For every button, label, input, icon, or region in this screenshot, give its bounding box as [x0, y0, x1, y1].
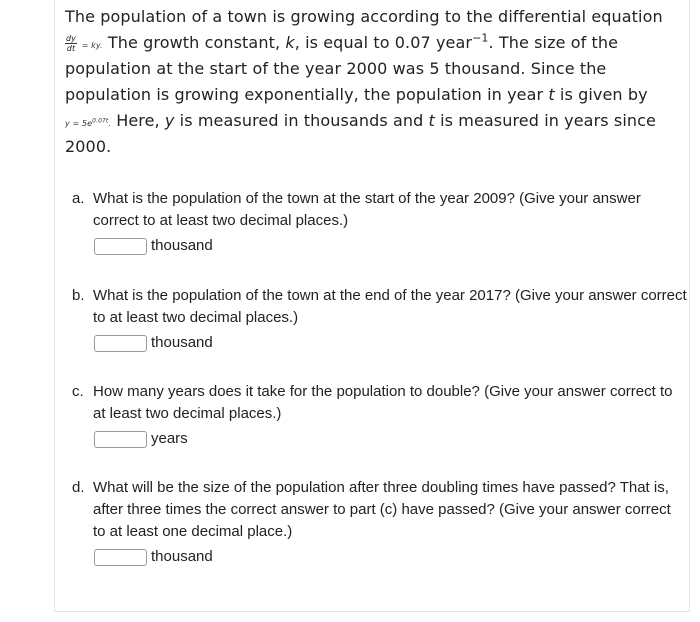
intro-line-1: The population of a town is growing according to the differential equation — [65, 7, 663, 26]
unit-label: years — [151, 430, 188, 447]
unit-label: thousand — [151, 334, 213, 351]
question-letter: c. — [72, 383, 84, 400]
question-letter: b. — [72, 287, 85, 304]
answer-input-d[interactable] — [94, 549, 147, 566]
question-d — [72, 477, 687, 568]
population-formula: $y = 5e^{0.07t}$. — [65, 117, 112, 128]
intro-line-3: population at the start of the year 2000 was 5 thousand. Since the — [65, 59, 607, 78]
question-text: What is the population of the town at the start of the year 2009? (Give your answer correct to at least two decimal places.) — [93, 190, 641, 229]
intro-line-2: $\frac{dy}{dt}$ = ky. The growth constant, k, is equal to 0.07 year$^{-1}$. The size of the — [66, 31, 619, 53]
question-text: What is the population of the town at the end of the year 2017? (Give your answer correct to at least two decimal places.) — [93, 287, 687, 326]
unit-label: thousand — [151, 237, 213, 254]
unit-label: thousand — [151, 548, 213, 565]
question-text: How many years does it take for the population to double? (Give your answer correct to at least two decimal places.) — [93, 383, 673, 422]
intro-line-4: population is growing exponentially, the population in year t is given by — [65, 85, 648, 104]
answer-input-b[interactable] — [94, 335, 147, 352]
derivative-fraction: $\frac{dy}{dt}$ — [66, 34, 77, 53]
question-a — [72, 188, 687, 257]
question-letter: a. — [72, 190, 85, 207]
intro-line-5: $y = 5e^{0.07t}$. Here, y is measured in thousands and t is measured in years since — [65, 111, 656, 130]
differential-equation: = ky. — [79, 41, 103, 50]
question-b — [72, 285, 687, 354]
answer-input-c[interactable] — [94, 431, 147, 448]
question-c — [72, 381, 687, 450]
problem-intro — [65, 4, 680, 160]
question-letter: d. — [72, 479, 85, 496]
question-text: What will be the size of the population after three doubling times have passed? That is, after three times the correct answer to part (c) have passed? (Give your answer correct to at least one decimal place.) — [93, 479, 671, 540]
answer-input-a[interactable] — [94, 238, 147, 255]
intro-line-6: 2000. — [65, 137, 112, 156]
